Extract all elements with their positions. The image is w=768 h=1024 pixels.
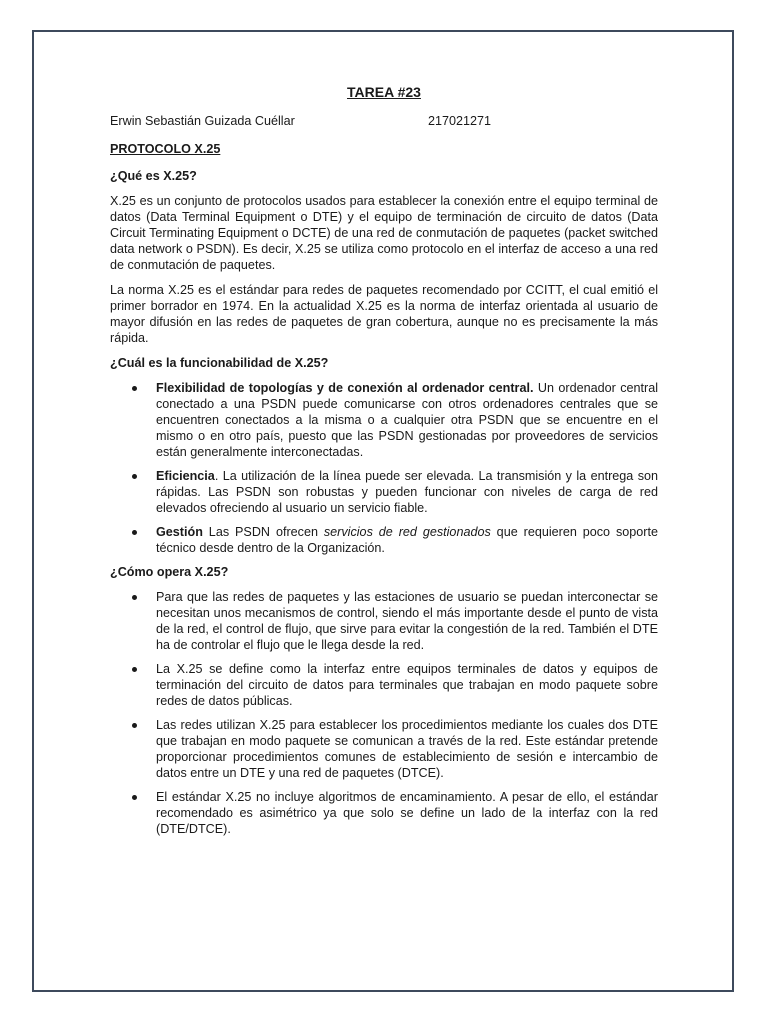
bullet-icon [132,723,137,728]
item-text: que requieren poco soporte técnico desde dentro de la Organización. [156,525,658,555]
bullet-icon [132,386,137,391]
paragraph-definition: X.25 es un conjunto de protocolos usados para establecer la conexión entre el equipo terminal de datos (Data Terminal Equipment o DTE) y el equipo de terminación de circuito de datos (Data Circuit Terminating Equipment o DCTE) de una red de conmutación de paquetes (packet switched data network o PSDN). Es decir, X.25 se utiliza como protocolo en el interfaz de acceso a una red de conmutación de paquetes. [110,194,658,272]
item-text: La X.25 se define como la interfaz entre equipos terminales de datos y equipos de terminación del circuito de datos para terminales que trabajan en modo paquete sobre redes de datos públicas. [156,662,658,708]
question-what-is: ¿Qué es X.25? [110,169,197,183]
list-item [110,717,658,781]
question-how-operates: ¿Cómo opera X.25? [110,565,229,579]
item-text: Las redes utilizan X.25 para establecer los procedimientos mediante los cuales dos DTE que trabajan en modo paquete se comunican a través de la red. Este estándar pretende proporcionar procedimientos comunes de establecimiento de sesión e intercambio de datos entre un DTE y una red de paquetes (DTCE). [156,718,658,780]
bullet-icon [132,530,137,535]
item-text: Un ordenador central conectado a una PSDN puede comunicarse con otros ordenadores centrales que se encuentren conectados a la misma o a cualquier otra PSDN que se encuentre en el mismo o en otro país, puesto que las PSDN gestionadas por proveedores de servicios están generalmente interconectadas. [156,381,659,459]
student-id: 217021271 [428,114,492,128]
item-lead: Eficiencia [156,469,215,483]
bullet-icon [132,795,137,800]
document-title: TAREA #23 [347,84,421,100]
author-line [110,113,658,129]
item-text: . La utilización de la línea puede ser elevada. La transmisión y la entrega son rápidas. Las PSDN son robustas y pueden funcionar con niveles de carga de red elevados ofreciendo al usuario un servicio fiable. [156,469,658,515]
list-item [110,589,658,653]
bullet-icon [132,667,137,672]
section-heading: PROTOCOLO X.25 [110,142,221,156]
item-lead: Flexibilidad de topologías y de conexión al ordenador central. [156,381,534,395]
list-item [110,661,658,709]
list-item [110,468,658,516]
bullet-icon [132,595,137,600]
item-lead: Gestión [156,525,203,539]
list-item [110,789,658,837]
item-text: Las PSDN ofrecen [202,525,324,539]
question-functionality: ¿Cuál es la funcionabilidad de X.25? [110,356,329,370]
item-text: Para que las redes de paquetes y las estaciones de usuario se puedan interconectar se necesitan unos mecanismos de control, siendo el más importante desde el punto de vista de la red, el control de flujo, que sirve para evitar la congestión de la red. También el DTE ha de controlar el flujo que le llega desde la red. [156,590,658,652]
author-name: Erwin Sebastián Guizada Cuéllar [110,114,295,128]
paragraph-standard: La norma X.25 es el estándar para redes de paquetes recomendado por CCITT, el cual emitió el primer borrador en 1974. En la actualidad X.25 es la norma de interfaz orientada al usuario de mayor difusión en las redes de paquetes de gran cobertura, aunque no es precisamente la más rápida. [110,283,658,345]
item-italic: servicios de red gestionados [323,525,491,539]
functionality-list [110,380,658,556]
document-body [110,84,658,845]
list-item [110,524,658,556]
list-item [110,380,658,460]
operation-list [110,589,658,837]
bullet-icon [132,474,137,479]
item-text: El estándar X.25 no incluye algoritmos de encaminamiento. A pesar de ello, el estándar recomendado es asimétrico ya que solo se define un lado de la interfaz con la red (DTE/DTCE). [156,790,658,836]
